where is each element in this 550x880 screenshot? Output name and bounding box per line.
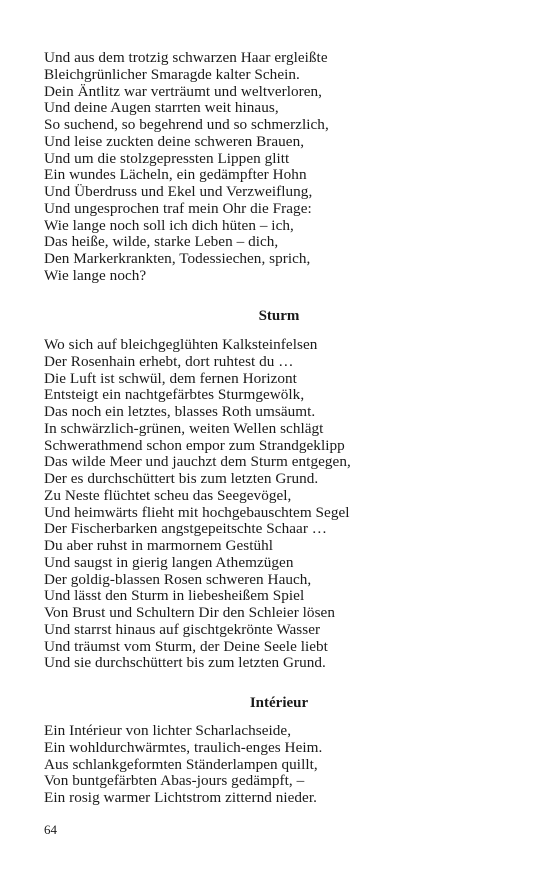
poem-interieur-stanza: [44, 723, 514, 807]
poem-line: Schwerathmend schon empor zum Strandgeklipp: [44, 436, 345, 454]
poem-line: Die Luft ist schwül, dem fernen Horizont: [44, 369, 297, 387]
poem-line: Und Überdruss und Ekel und Verzweiflung,: [44, 183, 313, 200]
poem-line: Der es durchschüttert bis zum letzten Grund.: [44, 470, 319, 487]
poem-line: Und träumst vom Sturm, der Deine Seele liebt: [44, 637, 328, 655]
poem-line: Und starrst hinaus auf gischtgekrönte Wasser: [44, 620, 321, 638]
poem-line: Und lässt den Sturm in liebesheißem Spiel: [44, 587, 305, 605]
poem-line: Wie lange noch soll ich dich hüten – ich,: [44, 216, 294, 234]
poem-line: Das wilde Meer und jauchzt dem Sturm entgegen,: [44, 453, 351, 471]
poem-line: Zu Neste flüchtet scheu das Seegevögel,: [44, 486, 292, 504]
poem-line: Und saugst in gierig langen Athemzügen: [44, 553, 294, 571]
poem-line: Den Markerkrankten, Todessiechen, sprich,: [44, 250, 311, 267]
poem-line: Und ungesprochen traf mein Ohr die Frage:: [44, 199, 312, 217]
poem-line: Der Rosenhain erhebt, dort ruhtest du …: [44, 352, 294, 370]
poem-line: Aus schlankgeformten Ständerlampen quillt,: [44, 755, 318, 773]
poem-line: In schwärzlich-grünen, weiten Wellen schlägt: [44, 419, 324, 437]
poem-line: Entsteigt ein nachtgefärbtes Sturmgewölk,: [44, 386, 305, 404]
poem-line: Von buntgefärbten Abas-jours gedämpft, –: [44, 772, 305, 790]
poem-line: Der goldig-blassen Rosen schweren Hauch,: [44, 570, 312, 588]
poem-line: Und heimwärts flieht mit hochgebauschtem Segel: [44, 503, 350, 521]
poem-line: Ein wundes Lächeln, ein gedämpfter Hohn: [44, 166, 307, 184]
poem-line: Dein Äntlitz war verträumt und weltverloren,: [44, 82, 323, 100]
poem-line: Und um die stolzgepressten Lippen glitt: [44, 149, 290, 167]
page-number: 64: [44, 822, 57, 837]
poem-continued-stanza: [44, 50, 514, 285]
poem-title-interieur: Intérieur: [249, 695, 309, 711]
poem-line: Das heiße, wilde, starke Leben – dich,: [44, 233, 279, 251]
poem-line: Und deine Augen starrten weit hinaus,: [44, 99, 279, 117]
poem-line: So suchend, so begehrend und so schmerzlich,: [44, 116, 329, 133]
poem-line: Ein Intérieur von lichter Scharlachseide,: [44, 722, 292, 739]
poem-line: Ein rosig warmer Lichtstrom zitternd nieder.: [44, 789, 317, 806]
poem-sturm-stanza: [44, 337, 514, 672]
poem-line: Von Brust und Schultern Dir den Schleier lösen: [44, 604, 335, 621]
poem-line: Und aus dem trotzig schwarzen Haar ergleißte: [44, 49, 328, 66]
poem-line: Bleichgrünlicher Smaragde kalter Schein.: [44, 65, 300, 83]
poem-line: Und sie durchschüttert bis zum letzten Grund.: [44, 654, 326, 672]
poem-line: Wie lange noch?: [44, 266, 147, 284]
poem-line: Der Fischerbarken angstgepeitschte Schaar …: [44, 520, 328, 538]
poem-line: Das noch ein letztes, blasses Roth umsäumt.: [44, 403, 316, 420]
poem-title-sturm: Sturm: [258, 308, 300, 324]
poem-line: Ein wohldurchwärmtes, traulich-enges Heim.: [44, 738, 323, 756]
poem-line: Wo sich auf bleichgeglühten Kalksteinfelsen: [44, 336, 318, 353]
poem-line: Und leise zuckten deine schweren Brauen,: [44, 132, 305, 150]
poem-line: Du aber ruhst in marmornem Gestühl: [44, 537, 274, 554]
